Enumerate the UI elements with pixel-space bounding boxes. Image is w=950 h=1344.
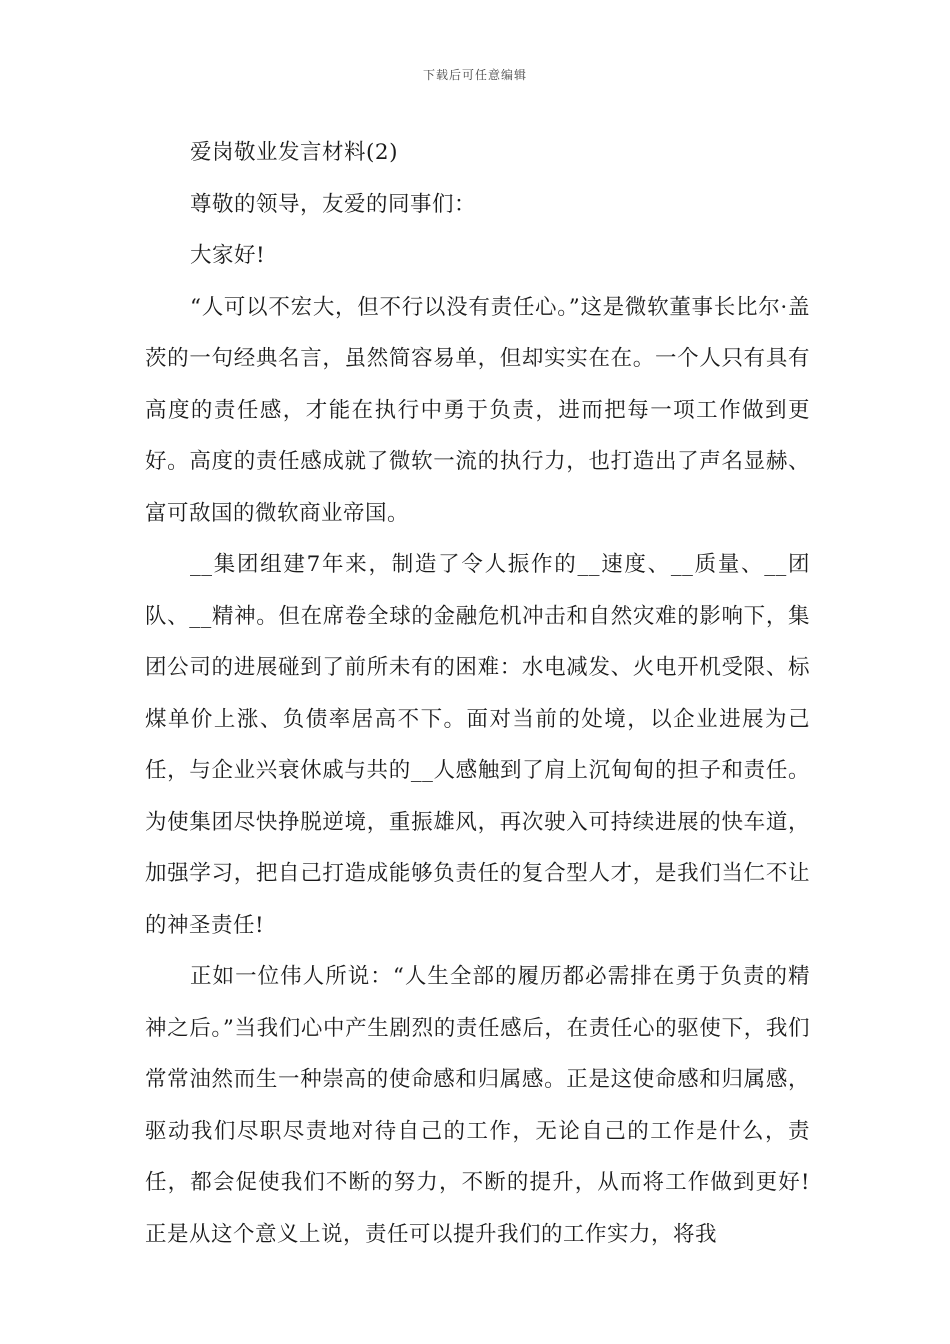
salutation: 尊敬的领导，友爱的同事们： (190, 191, 477, 217)
greeting: 大家好! (190, 243, 266, 268)
page-header-note: 下载后可任意编辑 (422, 68, 527, 82)
paragraph-responsibility: 正如一位伟人所说：“人生全部的履历都必需排在勇于负责的精神之后。”当我们心中产生剧烈的责任感后，在责任心的驱使下，我们常常油然而生一种崇高的使命感和归属感。正是这使命感和归属感，驱动我们尽职尽责地对待自己的工作，无论自己的工作是什么，责任，都会促使我们不断的努力，不断的提升，从而将工作做到更好!正是从这个意义上说，责任可以提升我们的工作实力，将我 (145, 964, 810, 1247)
document-title: 爱岗敬业发言材料(2) (190, 140, 398, 165)
paragraph-group-development: __集团组建7年来，制造了令人振作的__速度、__质量、__团队、__精神。但在席卷全球的金融危机冲击和自然灾难的影响下，集团公司的进展碰到了前所未有的困难：水电减发、火电开机受限、标煤单价上涨、负债率居高不下。面对当前的处境，以企业进展为己任，与企业兴衰休戚与共的__人感触到了肩上沉甸甸的担子和责任。为使集团尽快挣脱逆境，重振雄风，再次驶入可持续进展的快车道，加强学习，把自己打造成能够负责任的复合型人才，是我们当仁不让的神圣责任! (145, 552, 810, 938)
paragraph-quote-gates: “人可以不宏大，但不行以没有责任心。”这是微软董事长比尔·盖茨的一句经典名言，虽然简容易单，但却实实在在。一个人只有具有高度的责任感，才能在执行中勇于负责，进而把每一项工作做到更好。高度的责任感成就了微软一流的执行力，也打造出了声名显赫、富可敌国的微软商业帝国。 (145, 294, 810, 526)
document-body (145, 127, 810, 1260)
